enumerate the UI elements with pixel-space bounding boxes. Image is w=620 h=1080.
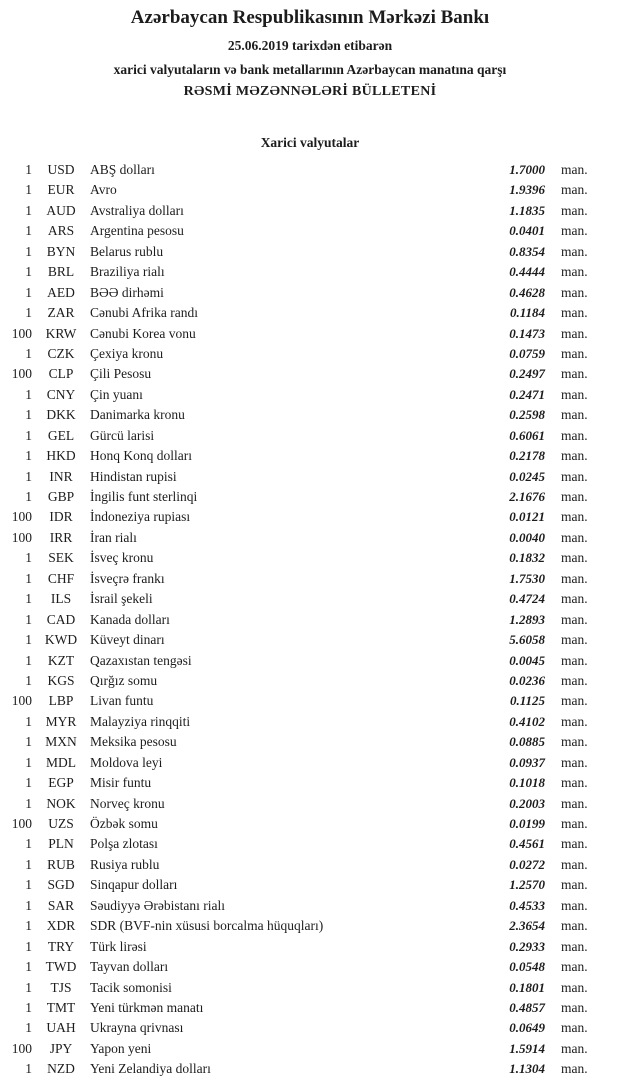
- quantity: 1: [25, 918, 32, 934]
- currency-name: İsveç kronu: [90, 550, 154, 566]
- rate-row: [0, 998, 620, 1018]
- unit-label: man.: [561, 611, 588, 627]
- quantity: 1: [25, 550, 32, 566]
- quantity: 1: [25, 407, 32, 423]
- rate-value: 0.0040: [509, 529, 545, 545]
- rate-value: 0.1018: [509, 775, 545, 791]
- currency-code: TWD: [45, 959, 77, 975]
- currency-name: İran rialı: [90, 529, 137, 545]
- unit-label: man.: [561, 938, 588, 954]
- rate-value: 0.4628: [509, 284, 545, 300]
- currency-name: Çin yuanı: [90, 386, 143, 402]
- quantity: 1: [25, 489, 32, 504]
- quantity: 1: [25, 386, 32, 402]
- currency-name: BƏƏ dirhəmi: [90, 284, 164, 300]
- currency-name: İsveçrə frankı: [90, 570, 165, 586]
- quantity: 1: [25, 570, 32, 586]
- rate-value: 0.4857: [509, 999, 545, 1015]
- quantity: 1: [25, 795, 32, 811]
- unit-label: man.: [561, 529, 588, 545]
- currency-code: EUR: [47, 182, 75, 198]
- currency-code: PLN: [48, 836, 74, 852]
- rate-value: 0.2497: [509, 366, 545, 382]
- quantity: 1: [25, 672, 32, 688]
- rate-row: [0, 324, 620, 344]
- quantity: 100: [11, 693, 32, 709]
- currency-name: Səudiyyə Ərəbistanı rialı: [90, 897, 225, 913]
- currency-code: LBP: [48, 693, 74, 709]
- rate-value: 0.0885: [509, 734, 545, 750]
- quantity: 1: [25, 775, 32, 791]
- rate-row: [0, 467, 620, 487]
- currency-name: Tayvan dolları: [90, 959, 169, 975]
- quantity: 1: [25, 897, 32, 913]
- rate-row: [0, 1059, 620, 1079]
- quantity: 1: [25, 877, 32, 893]
- unit-label: man.: [561, 795, 588, 811]
- rate-value: 0.1832: [509, 550, 545, 566]
- rate-row: [0, 794, 620, 814]
- currency-name: Moldova leyi: [90, 754, 163, 770]
- rate-row: [0, 773, 620, 793]
- quantity: 1: [25, 1061, 32, 1077]
- unit-label: man.: [561, 202, 588, 218]
- rate-value: 5.6058: [509, 632, 545, 648]
- rate-row: [0, 283, 620, 303]
- rate-row: [0, 569, 620, 589]
- unit-label: man.: [561, 632, 588, 648]
- rate-row: [0, 405, 620, 425]
- rate-row: [0, 834, 620, 854]
- currency-code: TMT: [46, 999, 76, 1015]
- quantity: 1: [25, 632, 32, 648]
- unit-label: man.: [561, 407, 588, 423]
- quantity: 1: [25, 427, 32, 443]
- section-title-foreign-currencies: Xarici valyutalar: [260, 135, 360, 150]
- currency-code: CHF: [47, 570, 75, 586]
- currency-name: Argentina pesosu: [90, 223, 184, 239]
- rate-row: [0, 1018, 620, 1038]
- document-subtitle: xarici valyutaların və bank metallarının Azərbaycan manatına qarşı: [113, 62, 507, 77]
- rate-value: 0.0548: [509, 959, 545, 975]
- rate-value: 0.4724: [509, 591, 545, 607]
- quantity: 1: [25, 468, 32, 484]
- rate-value: 0.0649: [509, 1020, 545, 1036]
- rate-value: 0.4444: [509, 264, 545, 280]
- rate-row: [0, 201, 620, 221]
- rate-row: [0, 344, 620, 364]
- rate-row: [0, 651, 620, 671]
- quantity: 1: [25, 938, 32, 954]
- rate-value: 0.0199: [509, 816, 545, 831]
- rate-value: 0.0245: [509, 468, 545, 484]
- rate-value: 0.2178: [509, 448, 545, 464]
- quantity: 1: [25, 754, 32, 770]
- currency-code: CAD: [46, 611, 76, 627]
- rate-row: [0, 180, 620, 200]
- unit-label: man.: [561, 734, 588, 750]
- currency-code: MXN: [45, 734, 77, 750]
- rate-row: [0, 753, 620, 773]
- rate-value: 0.0045: [509, 652, 545, 668]
- currency-name: Ukrayna qrivnası: [90, 1020, 184, 1036]
- currency-code: KRW: [45, 325, 77, 341]
- currency-code: INR: [49, 468, 73, 484]
- currency-name: Çili Pesosu: [90, 366, 152, 382]
- currency-name: Livan funtu: [90, 693, 154, 709]
- quantity: 100: [11, 325, 32, 341]
- rate-value: 1.5914: [509, 1040, 545, 1056]
- rate-row: [0, 814, 620, 834]
- unit-label: man.: [561, 489, 588, 504]
- currency-name: Malayziya rinqqiti: [90, 713, 191, 729]
- rate-value: 0.0121: [509, 509, 545, 525]
- currency-code: USD: [47, 162, 75, 177]
- currency-name: Danimarka kronu: [90, 407, 185, 423]
- quantity: 1: [25, 836, 32, 852]
- rate-row: [0, 303, 620, 323]
- rate-value: 0.1125: [509, 693, 545, 709]
- currency-code: RUB: [47, 856, 75, 872]
- currency-code: NOK: [46, 795, 76, 811]
- rate-row: [0, 916, 620, 936]
- rate-value: 0.0272: [509, 856, 545, 872]
- currency-name: Hindistan rupisi: [90, 468, 177, 484]
- quantity: 1: [25, 979, 32, 995]
- currency-code: ARS: [47, 223, 75, 239]
- unit-label: man.: [561, 509, 588, 525]
- rate-row: [0, 1039, 620, 1059]
- unit-label: man.: [561, 468, 588, 484]
- rate-row: [0, 221, 620, 241]
- currency-name: Sinqapur dolları: [90, 877, 178, 893]
- unit-label: man.: [561, 959, 588, 975]
- quantity: 1: [25, 182, 32, 198]
- currency-name: Gürcü larisi: [90, 427, 155, 443]
- rate-value: 0.6061: [509, 427, 545, 443]
- unit-label: man.: [561, 693, 588, 709]
- quantity: 1: [25, 448, 32, 464]
- unit-label: man.: [561, 836, 588, 852]
- currency-code: GEL: [47, 427, 75, 443]
- currency-name: İndoneziya rupiası: [90, 509, 191, 525]
- unit-label: man.: [561, 223, 588, 239]
- effective-date-line: 25.06.2019 tarixdən etibarən: [227, 38, 393, 53]
- unit-label: man.: [561, 162, 588, 177]
- unit-label: man.: [561, 1040, 588, 1056]
- currency-code: HKD: [46, 448, 76, 464]
- unit-label: man.: [561, 999, 588, 1015]
- rate-row: [0, 896, 620, 916]
- currency-code: DKK: [46, 407, 76, 423]
- unit-label: man.: [561, 816, 588, 831]
- currency-code: GBP: [47, 489, 75, 504]
- rate-value: 0.2933: [509, 938, 545, 954]
- currency-code: KGS: [47, 672, 75, 688]
- unit-label: man.: [561, 591, 588, 607]
- unit-label: man.: [561, 305, 588, 321]
- quantity: 100: [11, 366, 32, 382]
- currency-name: Tacik somonisi: [90, 979, 172, 995]
- rate-value: 0.0937: [509, 754, 545, 770]
- rate-row: [0, 875, 620, 895]
- currency-code: CNY: [46, 386, 76, 402]
- rate-row: [0, 426, 620, 446]
- unit-label: man.: [561, 427, 588, 443]
- rate-value: 2.1676: [509, 489, 545, 504]
- unit-label: man.: [561, 918, 588, 934]
- unit-label: man.: [561, 877, 588, 893]
- rate-row: [0, 262, 620, 282]
- currency-name: Qazaxıstan tengəsi: [90, 652, 192, 668]
- unit-label: man.: [561, 856, 588, 872]
- currency-code: AED: [47, 284, 75, 300]
- rate-row: [0, 691, 620, 711]
- currency-code: BRL: [47, 264, 75, 280]
- unit-label: man.: [561, 325, 588, 341]
- quantity: 1: [25, 959, 32, 975]
- unit-label: man.: [561, 570, 588, 586]
- currency-code: CZK: [47, 345, 75, 361]
- currency-code: KZT: [47, 652, 75, 668]
- currency-code: KWD: [44, 632, 78, 648]
- quantity: 1: [25, 999, 32, 1015]
- unit-label: man.: [561, 1020, 588, 1036]
- currency-name: Braziliya rialı: [90, 264, 165, 280]
- bank-title: Azərbaycan Respublikasının Mərkəzi Bankı: [130, 7, 490, 28]
- unit-label: man.: [561, 182, 588, 198]
- rate-value: 0.8354: [509, 243, 545, 259]
- rate-row: [0, 957, 620, 977]
- quantity: 1: [25, 223, 32, 239]
- unit-label: man.: [561, 713, 588, 729]
- rate-row: [0, 487, 620, 507]
- rate-value: 0.1473: [509, 325, 545, 341]
- quantity: 100: [11, 529, 32, 545]
- unit-label: man.: [561, 672, 588, 688]
- currency-code: MYR: [45, 713, 77, 729]
- currency-name: Türk lirəsi: [90, 938, 147, 954]
- currency-name: Honq Konq dolları: [90, 448, 192, 464]
- currency-code: IDR: [49, 509, 73, 525]
- exchange-rates-table: [0, 160, 620, 1080]
- currency-name: Misir funtu: [90, 775, 152, 791]
- rate-value: 0.2471: [509, 386, 545, 402]
- currency-name: SDR (BVF-nin xüsusi borcalma hüquqları): [90, 918, 324, 934]
- quantity: 1: [25, 264, 32, 280]
- rate-value: 0.1184: [509, 305, 545, 321]
- rate-value: 2.3654: [509, 918, 545, 934]
- quantity: 1: [25, 243, 32, 259]
- unit-label: man.: [561, 979, 588, 995]
- unit-label: man.: [561, 264, 588, 280]
- currency-name: Qırğız somu: [90, 672, 158, 688]
- currency-name: Polşa zlotası: [90, 836, 158, 852]
- rate-row: [0, 548, 620, 568]
- rate-value: 0.1801: [509, 979, 545, 995]
- currency-name: Küveyt dinarı: [90, 632, 165, 648]
- rate-value: 0.4561: [509, 836, 545, 852]
- unit-label: man.: [561, 243, 588, 259]
- quantity: 1: [25, 345, 32, 361]
- currency-code: SGD: [47, 877, 75, 893]
- currency-name: Kanada dolları: [90, 611, 170, 627]
- currency-name: İngilis funt sterlinqi: [90, 489, 198, 504]
- rate-row: [0, 507, 620, 527]
- currency-code: SEK: [48, 550, 74, 566]
- quantity: 100: [11, 1040, 32, 1056]
- currency-name: Avstraliya dolları: [90, 202, 184, 218]
- quantity: 1: [25, 1020, 32, 1036]
- currency-code: UAH: [46, 1020, 76, 1036]
- quantity: 1: [25, 284, 32, 300]
- rate-row: [0, 978, 620, 998]
- quantity: 1: [25, 713, 32, 729]
- currency-name: Meksika pesosu: [90, 734, 177, 750]
- rate-value: 1.7000: [509, 162, 545, 177]
- currency-code: SAR: [47, 897, 75, 913]
- rate-row: [0, 610, 620, 630]
- currency-code: JPY: [49, 1040, 73, 1056]
- unit-label: man.: [561, 448, 588, 464]
- currency-code: UZS: [48, 816, 74, 831]
- unit-label: man.: [561, 386, 588, 402]
- rate-row: [0, 630, 620, 650]
- rate-value: 0.0759: [509, 345, 545, 361]
- currency-name: Yeni türkmən manatı: [90, 999, 204, 1015]
- unit-label: man.: [561, 897, 588, 913]
- rate-value: 1.2570: [509, 877, 545, 893]
- currency-code: IRR: [49, 529, 73, 545]
- rate-value: 1.9396: [509, 182, 545, 198]
- unit-label: man.: [561, 754, 588, 770]
- rate-row: [0, 446, 620, 466]
- rate-value: 1.1835: [509, 202, 545, 218]
- rate-row: [0, 589, 620, 609]
- unit-label: man.: [561, 366, 588, 382]
- rate-row: [0, 364, 620, 384]
- currency-code: TJS: [50, 979, 72, 995]
- currency-name: ABŞ dolları: [90, 162, 155, 177]
- rate-row: [0, 242, 620, 262]
- currency-name: Yapon yeni: [90, 1040, 152, 1056]
- rate-row: [0, 160, 620, 180]
- rate-value: 0.2003: [509, 795, 545, 811]
- quantity: 100: [11, 816, 32, 831]
- quantity: 1: [25, 305, 32, 321]
- rate-row: [0, 528, 620, 548]
- bulletin-title: RƏSMİ MƏZƏNNƏLƏRİ BÜLLETENİ: [183, 84, 437, 99]
- rate-value: 0.4533: [509, 897, 545, 913]
- currency-name: Özbək somu: [90, 816, 158, 831]
- currency-code: MDL: [46, 754, 76, 770]
- rate-row: [0, 855, 620, 875]
- unit-label: man.: [561, 652, 588, 668]
- currency-code: AUD: [46, 202, 76, 218]
- currency-code: EGP: [48, 775, 74, 791]
- currency-name: İsrail şekeli: [90, 591, 153, 607]
- currency-name: Rusiya rublu: [90, 856, 160, 872]
- currency-code: ILS: [50, 591, 72, 607]
- unit-label: man.: [561, 550, 588, 566]
- quantity: 1: [25, 734, 32, 750]
- unit-label: man.: [561, 1061, 588, 1077]
- currency-name: Cənubi Korea vonu: [90, 325, 196, 341]
- rate-value: 0.0401: [509, 223, 545, 239]
- rate-value: 1.2893: [509, 611, 545, 627]
- quantity: 100: [11, 509, 32, 525]
- rate-value: 0.2598: [509, 407, 545, 423]
- currency-name: Cənubi Afrika randı: [90, 305, 198, 321]
- rate-row: [0, 385, 620, 405]
- quantity: 1: [25, 202, 32, 218]
- quantity: 1: [25, 611, 32, 627]
- quantity: 1: [25, 162, 32, 177]
- unit-label: man.: [561, 284, 588, 300]
- currency-name: Belarus rublu: [90, 243, 164, 259]
- currency-code: ZAR: [47, 305, 75, 321]
- quantity: 1: [25, 856, 32, 872]
- currency-name: Çexiya kronu: [90, 345, 164, 361]
- currency-name: Avro: [90, 182, 117, 198]
- rate-row: [0, 732, 620, 752]
- rate-value: 1.1304: [509, 1061, 545, 1077]
- rate-row: [0, 671, 620, 691]
- unit-label: man.: [561, 345, 588, 361]
- currency-code: XDR: [46, 918, 76, 934]
- quantity: 1: [25, 591, 32, 607]
- rate-value: 1.7530: [509, 570, 545, 586]
- document-header: [0, 0, 620, 102]
- quantity: 1: [25, 652, 32, 668]
- rate-row: [0, 712, 620, 732]
- currency-code: BYN: [46, 243, 76, 259]
- currency-code: TRY: [47, 938, 75, 954]
- unit-label: man.: [561, 775, 588, 791]
- currency-code: CLP: [48, 366, 74, 382]
- rate-row: [0, 937, 620, 957]
- currency-name: Norveç kronu: [90, 795, 165, 811]
- rate-value: 0.0236: [509, 672, 545, 688]
- currency-code: NZD: [47, 1061, 75, 1077]
- currency-name: Yeni Zelandiya dolları: [90, 1061, 211, 1077]
- rate-value: 0.4102: [509, 713, 545, 729]
